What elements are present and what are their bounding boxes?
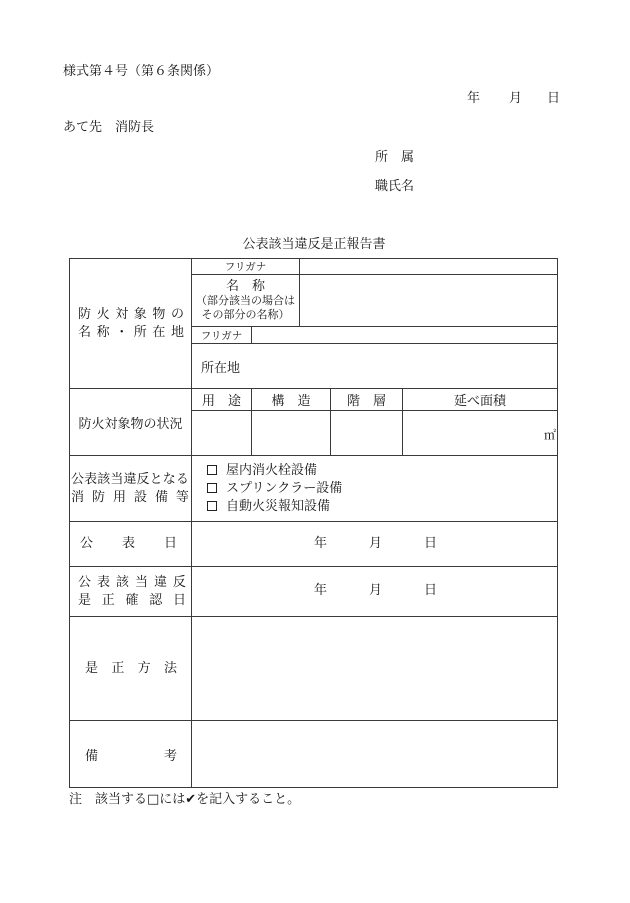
column-header-use [191,388,252,411]
confirmation-date-label-line2: 是 正 確 認 日 [78,592,186,608]
equipment-option-label: 自動火災報知設備 [226,498,331,514]
location-field[interactable] [191,343,558,389]
remarks-field[interactable] [191,720,558,788]
name-furigana-label-text: フリガナ [224,261,267,273]
name-label: 名 称 [225,279,265,294]
remarks-label: 備 考 [85,749,177,764]
confirmation-date-label-cell [69,566,192,617]
remarks-label-cell [69,720,192,788]
name-note-line1: （部分該当の場合は [196,294,295,307]
status-label-cell [69,388,192,456]
equipment-option-sprinkler [207,480,342,498]
status-label: 防火対象物の状況 [78,416,183,432]
confirmation-month-label: 月 [369,583,383,598]
addressee: あて先 消防長 [63,120,155,135]
column-header-use-text: 用 途 [201,394,241,409]
form-number: 様式第４号（第６条関係） [63,64,220,79]
checkbox[interactable] [207,501,217,511]
equipment-option-label: スプリンクラー設備 [226,480,343,496]
use-field[interactable] [191,410,252,456]
publication-day-label: 日 [424,536,438,551]
confirmation-day-label: 日 [424,583,438,598]
location-furigana-label-text: フリガナ [200,329,243,342]
confirmation-date-label-line1: 公 表 該 当 違 反 [78,574,186,590]
property-label-cell [69,258,192,389]
location-furigana-field[interactable] [251,326,558,344]
floors-field[interactable] [330,410,403,456]
header-date-year: 年 [467,91,481,106]
publication-date-label: 公 表 日 [80,536,177,551]
name-furigana-field[interactable] [299,258,558,275]
area-unit: ㎡ [543,428,556,442]
column-header-floor-area [402,388,558,411]
equipment-label-line2: 消 防 用 設 備 等 [71,489,189,505]
column-header-floors-text: 階 層 [346,394,386,409]
location-furigana-label [191,326,252,344]
correction-method-label-cell [69,616,192,721]
column-header-floor-area-text: 延べ面積 [453,394,506,409]
official-name-label: 職氏名 [375,179,415,194]
structure-field[interactable] [251,410,331,456]
equipment-option-fire-alarm [207,498,330,516]
correction-method-label: 是 正 方 法 [85,660,177,676]
name-note-line2: その部分の名称） [201,308,290,321]
name-field[interactable] [299,274,558,327]
publication-date-label-cell [69,521,192,567]
header-date-month: 月 [509,91,523,106]
location-label: 所在地 [201,361,241,376]
checkbox[interactable] [207,465,217,475]
affiliation-label: 所 属 [375,150,415,165]
equipment-label-line1: 公 表 該 当 違 反 と な る [71,471,189,487]
property-label-line2: 名 称 ・ 所 在 地 [78,324,184,340]
property-label-line1: 防 火 対 象 物 の [78,306,184,322]
column-header-structure [251,388,331,411]
publication-date-field[interactable] [191,521,558,567]
name-label-cell [191,274,300,327]
floor-area-field[interactable] [402,410,558,456]
confirmation-date-field[interactable] [191,566,558,617]
equipment-option-indoor-hydrant [207,462,317,480]
footnote: 注 該当する□には✔を記入すること。 [69,792,301,807]
equipment-options [191,455,558,522]
document-title: 公表該当違反是正報告書 [242,237,386,252]
equipment-label-cell [69,455,192,522]
column-header-structure-text: 構 造 [271,394,311,409]
confirmation-year-label: 年 [314,583,328,598]
column-header-floors [330,388,403,411]
equipment-option-label: 屋内消火栓設備 [226,462,318,478]
correction-method-field[interactable] [191,616,558,721]
checkbox[interactable] [207,483,217,493]
header-date-day: 日 [547,91,561,106]
publication-year-label: 年 [314,536,328,551]
name-furigana-label [191,258,300,275]
publication-month-label: 月 [369,536,383,551]
